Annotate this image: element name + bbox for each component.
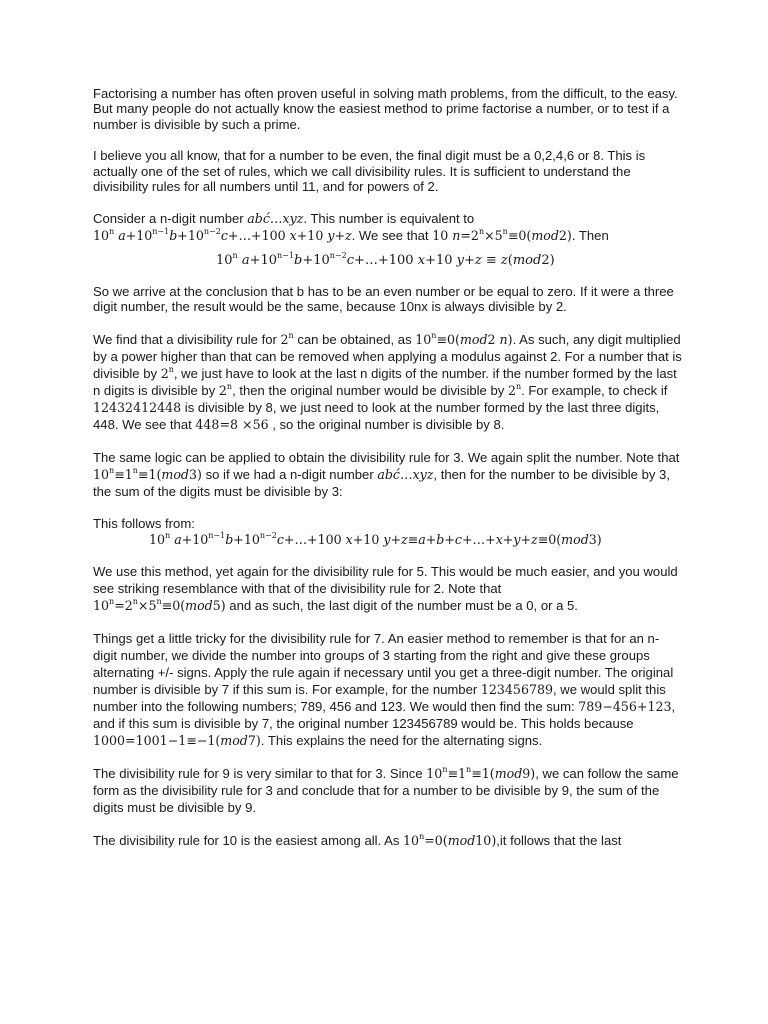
paragraph-rule-three: The same logic can be applied to obtain the divisibility rule for 3. We again split the number. Note that $10^n\equiv 1^n\equiv 1(mod3)$ so if we had a n-digit number abć…xyz, then for the number to be divisible by 3, the sum of the digits must be divisible by 3: (93, 449, 680, 499)
paragraph-intro: Factorising a number has often proven useful in solving math problems, from the difficult, to the easy. But many people do not actually know the easiest method to prime factorise a number, or to test if a number is divisible by such a prime. (93, 86, 678, 132)
paragraph-rule-seven: Things get a little tricky for the divisibility rule for 7. An easier method to remember is that for an n-digit number, we divide the number into groups of 3 starting from the right and give these groups alternating +/- signs. Apply the rule again if necessary until you get a three-digit number. The original number is divisible by 7 if this sum is. For example, for the number 123456789, we would split this number into the following numbers; 789, 456 and 123. We would then find the sum: 789−456+123, and if this sum is divisible by 7, the original number 123456789 would be. This holds because 1000=1001−1≡−1(mod7). This explains the need for the alternating signs. (93, 631, 676, 749)
formula-mod2-result: 10$^n$ $a+10^{n-1}b+10^{n-2}c+\dots+100$ x+10 y+z ≡ z(mod2) (216, 251, 555, 269)
document-body (93, 86, 683, 849)
paragraph-even-conclusion: So we arrive at the conclusion that b has to be an even number or be equal to zero. If it were a three digit number, the result would be the same, because 10nx is always divisible by 2. (93, 283, 674, 315)
paragraph-power-of-two: We find that a divisibility rule for 2$^n$ can be obtained, as $10^n\equiv 0(mod2$ n). As such, any digit multiplied by a power higher than that can be removed when applying a modulus against 2. For a number that is divisible by 2$^n$, we just have to look at the last n digits of the number. if the number formed by the last n digits is divisible by 2$^n$, then the original number would be divisible by 2$^n$. For example, to check if 12432412448 is divisible by 8, we just need to look at the number formed by the last three digits, 448. We see that 448=8 ×56 , so the original number is divisible by 8. (93, 330, 682, 432)
formula-10n-mod3: $10^n\equiv 1^n\equiv 1(mod3)$ (93, 465, 202, 482)
paragraph-rule-nine: The divisibility rule for 9 is very similar to that for 3. Since $10^n\equiv 1^n\equiv 1(mod9)$, we can follow the same form as the divisibility rule for 3 and conclude that for a number to be divisible by 9, the sum of the digits must be divisible by 9. (93, 765, 679, 816)
formula-example-number: 12432412448 (93, 399, 182, 415)
formula-448: 448=8 ×56 (195, 416, 269, 432)
formula-10n-mod-2n: $10^n\equiv 0(mod2$ n) (415, 330, 513, 347)
formula-10n-mod2: 10 $n=2^n\times 5^n\equiv 0(mod2)$ (432, 227, 572, 244)
paragraph-rule-ten: The divisibility rule for 10 is the easiest among all. As $10^n=0(mod10),it$ follows that the last (93, 832, 622, 849)
formula-10n-mod10: $10^n=0(mod10)$ (403, 832, 497, 849)
paragraph-follows-from: This follows from: (93, 515, 195, 531)
formula-10n-mod9: $10^n\equiv 1^n\equiv 1(mod9)$ (426, 765, 536, 782)
formula-2n: 2$^n$ (280, 330, 294, 347)
formula-10n-mod5: $10^n=2^n\times 5^n\equiv 0(mod5)$ (93, 597, 226, 614)
paragraph-n-digit-number: Consider a n-digit number abć…xyz. This number is equivalent to 10$^n$ $a+10^{n-1}b+10^{n-2}c+\dots+100$ x+10 y+z. We see that 10 $n=2^n\times 5^n\equiv 0(mod2)$. Then (93, 211, 609, 244)
paragraph-rule-five: We use this method, yet again for the divisibility rule for 5. This would be much easier, and you would see striking resemblance with that of the divisibility rule for 2. Note that $10^n=2^n\times 5^n\equiv 0(mod5)$ and as such, the last digit of the number must be a 0, or a 5. (93, 564, 678, 614)
formula-1000-mod7: 1000=1001−1≡−1(mod7) (93, 733, 261, 749)
paragraph-even-rule: I believe you all know, that for a number to be even, the final digit must be a 0,2,4,6 or 8. This is actually one of the set of rules, which we call divisibility rules. It is sufficient to understand the divisibility rules for all numbers until 11, and for powers of 2. (93, 148, 646, 195)
formula-mod3-sum: 10$^n$ $a+10^{n-1}b+10^{n-2}c+\dots+100$ x+10 y+z≡a+b+c+…+x+y+z≡0(mod3) (149, 531, 602, 548)
formula-expansion: 10$^n$ $a+10^{n-1}b+10^{n-2}c+\dots+100$ x+10 y+z (93, 227, 352, 244)
formula-alternating-sum: 789−456+123 (578, 699, 672, 715)
formula-abc-xyz: abć…xyz (247, 211, 304, 227)
